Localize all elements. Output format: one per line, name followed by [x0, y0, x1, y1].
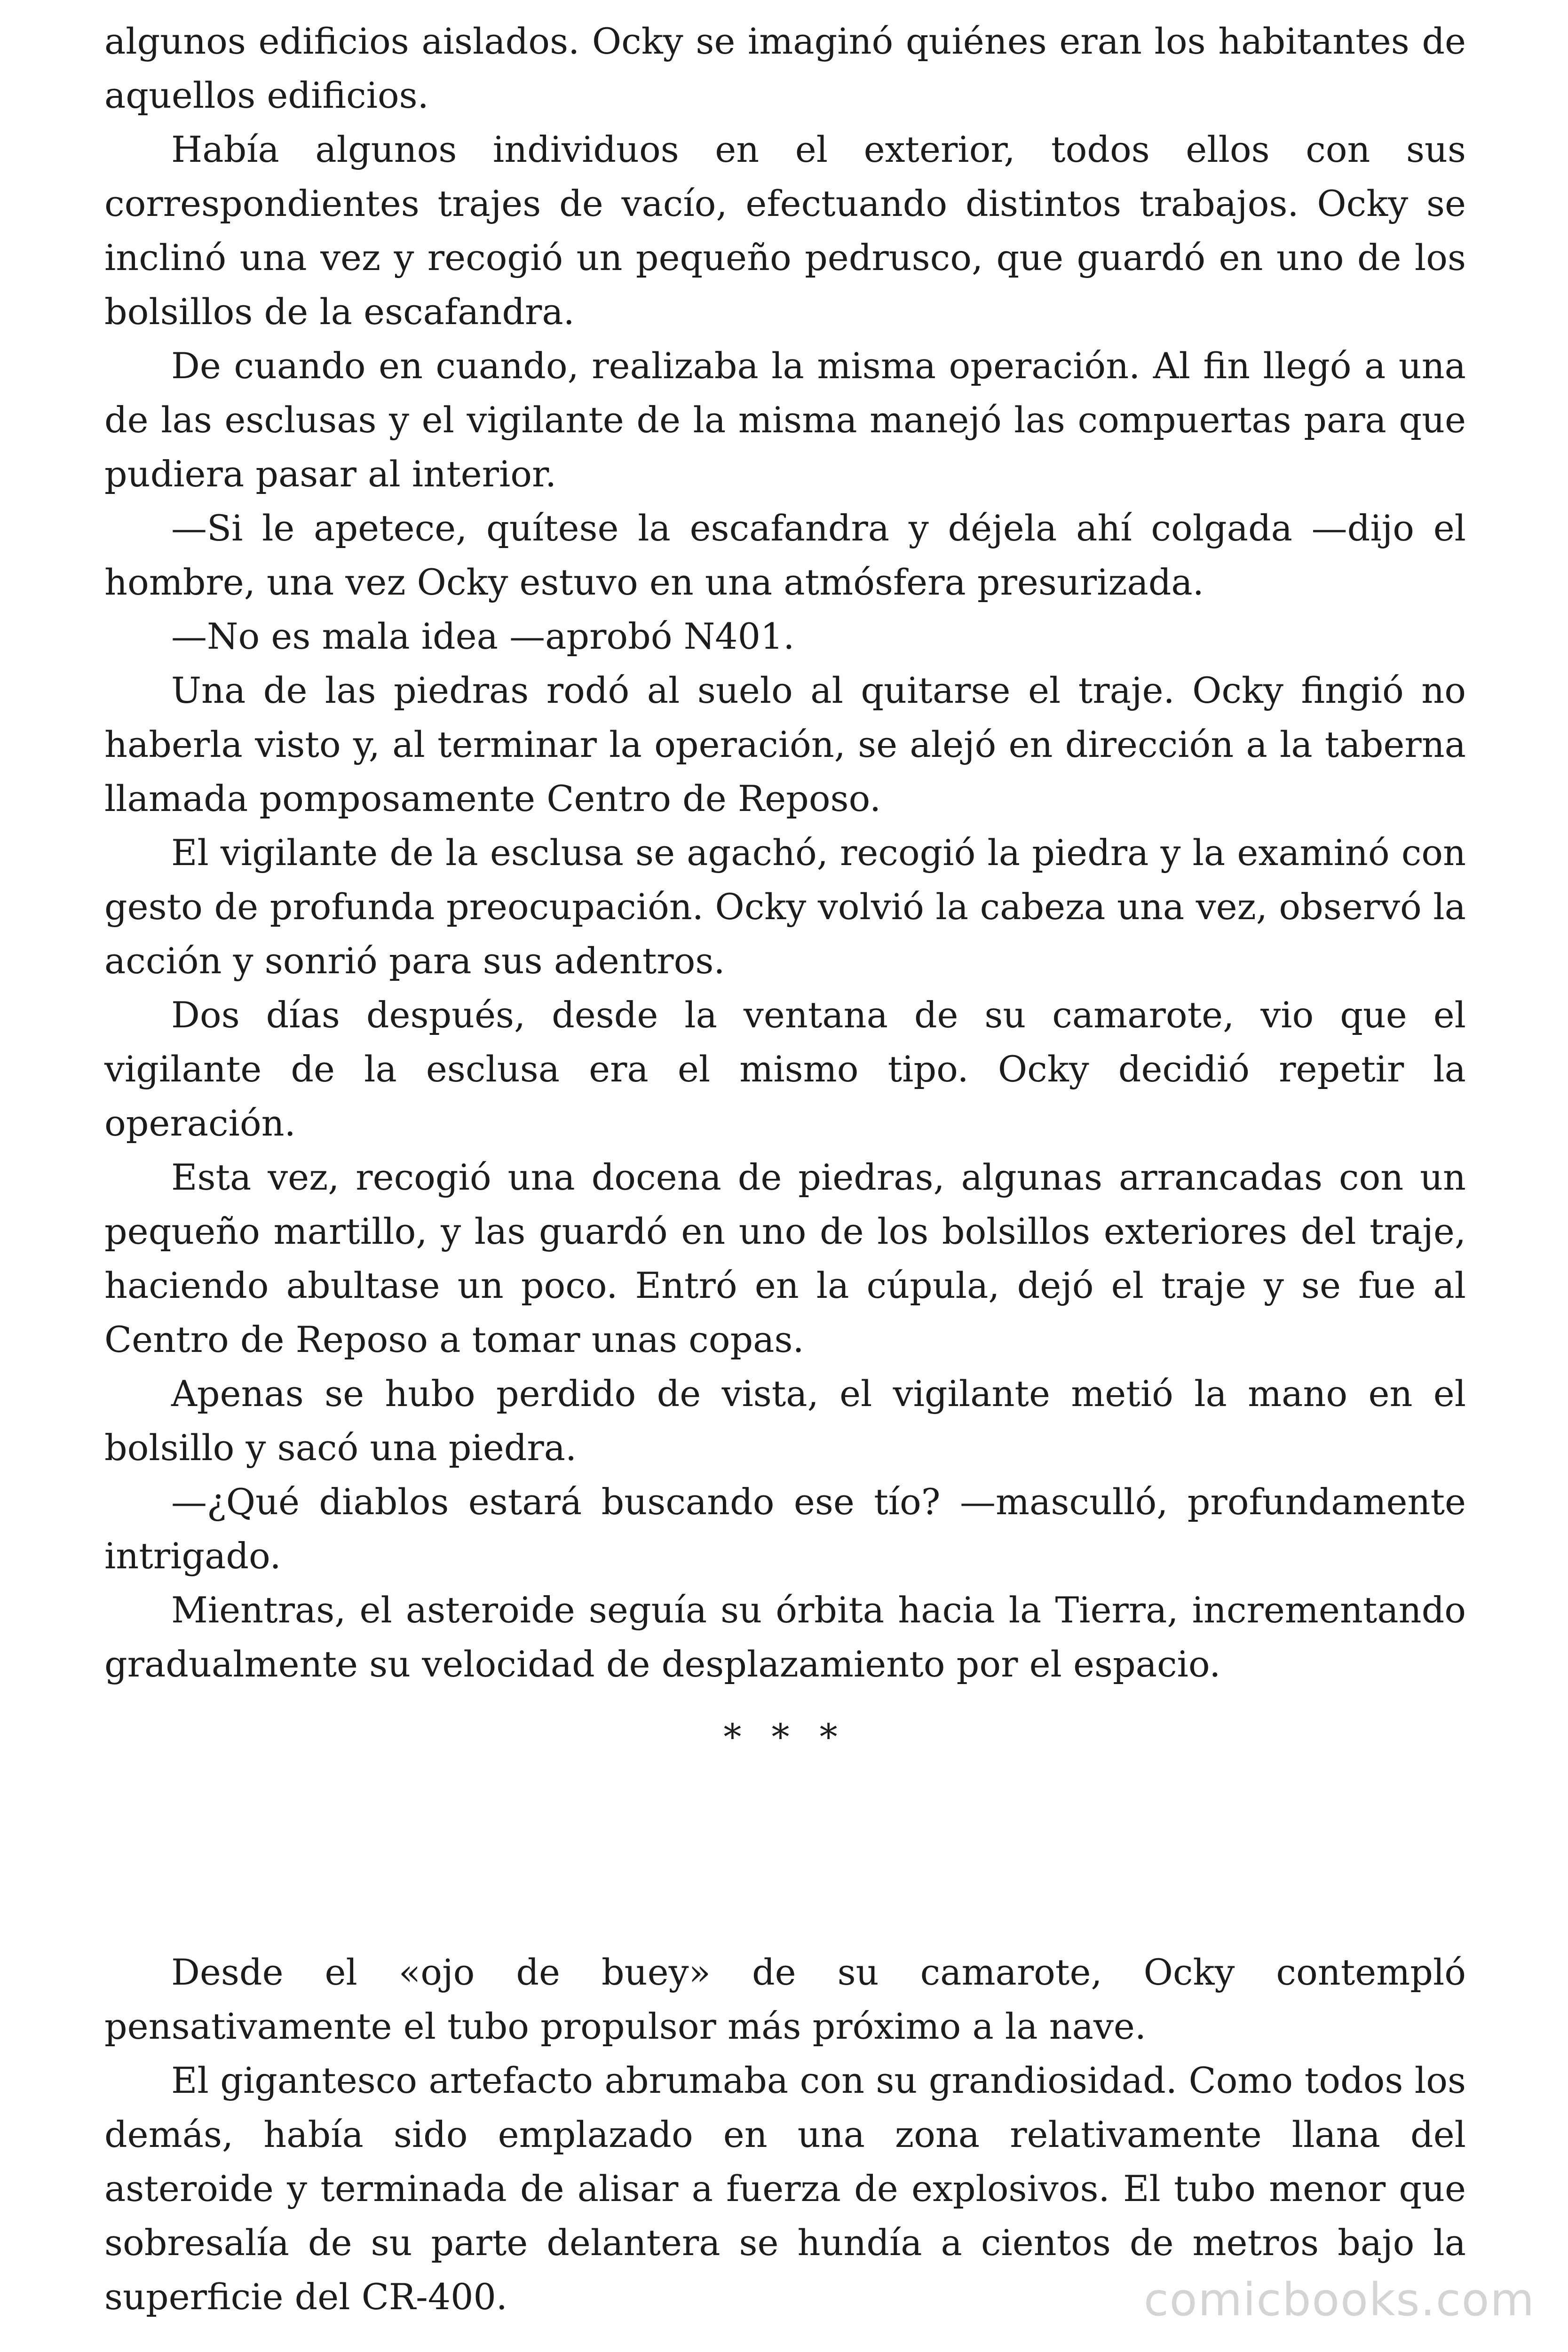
paragraph: El gigantesco artefacto abrumaba con su grandiosidad. Como todos los demás, había sido emplazado en una zona relativamente llana del asteroide y terminada de alisar a fuerza de explosivos. El tubo menor que sobresalía de su parte delantera se hundía a cientos de metros bajo la superficie del CR-400. [104, 2059, 1466, 2318]
dialogue-paragraph: —¿Qué diablos estará buscando ese tío? —masculló, profundamente intrigado. [104, 1481, 1466, 1577]
paragraph-continued: algunos edificios aislados. Ocky se imaginó quiénes eran los habitantes de aquellos edificios. [104, 20, 1466, 116]
paragraph: Desde el «ojo de buey» de su camarote, Ocky contempló pensativamente el tubo propulsor más próximo a la nave. [104, 1951, 1466, 2047]
paragraph: Había algunos individuos en el exterior, todos ellos con sus correspondientes trajes de vacío, efectuando distintos trabajos. Ocky se inclinó una vez y recogió un pequeño pedrusco, que guardó en uno de los bolsillos de la escafandra. [104, 128, 1466, 333]
dialogue-paragraph: —No es mala idea —aprobó N401. [171, 615, 795, 657]
dialogue-paragraph: —Si le apetece, quítese la escafandra y déjela ahí colgada —dijo el hombre, una vez Ocky estuvo en una atmósfera presurizada. [104, 507, 1466, 603]
paragraph: El vigilante de la esclusa se agachó, recogió la piedra y la examinó con gesto de profunda preocupación. Ocky volvió la cabeza una vez, observó la acción y sonrió para sus adentros. [104, 832, 1466, 982]
paragraph: Dos días después, desde la ventana de su camarote, vio que el vigilante de la esclusa era el mismo tipo. Ocky decidió repetir la operación. [104, 994, 1466, 1144]
watermark-logo: comicbooks.com [1143, 2273, 1535, 2326]
paragraph: De cuando en cuando, realizaba la misma operación. Al fin llegó a una de las esclusas y el vigilante de la misma manejó las compuertas para que pudiera pasar al interior. [104, 345, 1466, 495]
paragraph: Apenas se hubo perdido de vista, el vigilante metió la mano en el bolsillo y sacó una piedra. [104, 1373, 1466, 1469]
page-body [104, 14, 1466, 2324]
paragraph: Mientras, el asteroide seguía su órbita hacia la Tierra, incrementando gradualmente su velocidad de desplazamiento por el espacio. [104, 1589, 1466, 1685]
paragraph: Una de las piedras rodó al suelo al quitarse el traje. Ocky fingió no haberla visto y, al terminar la operación, se alejó en dirección a la taberna llamada pomposamente Centro de Reposo. [104, 669, 1466, 819]
scene-separator: * * * [723, 1716, 847, 1758]
paragraph: Esta vez, recogió una docena de piedras, algunas arrancadas con un pequeño martillo, y las guardó en uno de los bolsillos exteriores del traje, haciendo abultase un poco. Entró en la cúpula, dejó el traje y se fue al Centro de Reposo a tomar unas copas. [104, 1156, 1466, 1360]
